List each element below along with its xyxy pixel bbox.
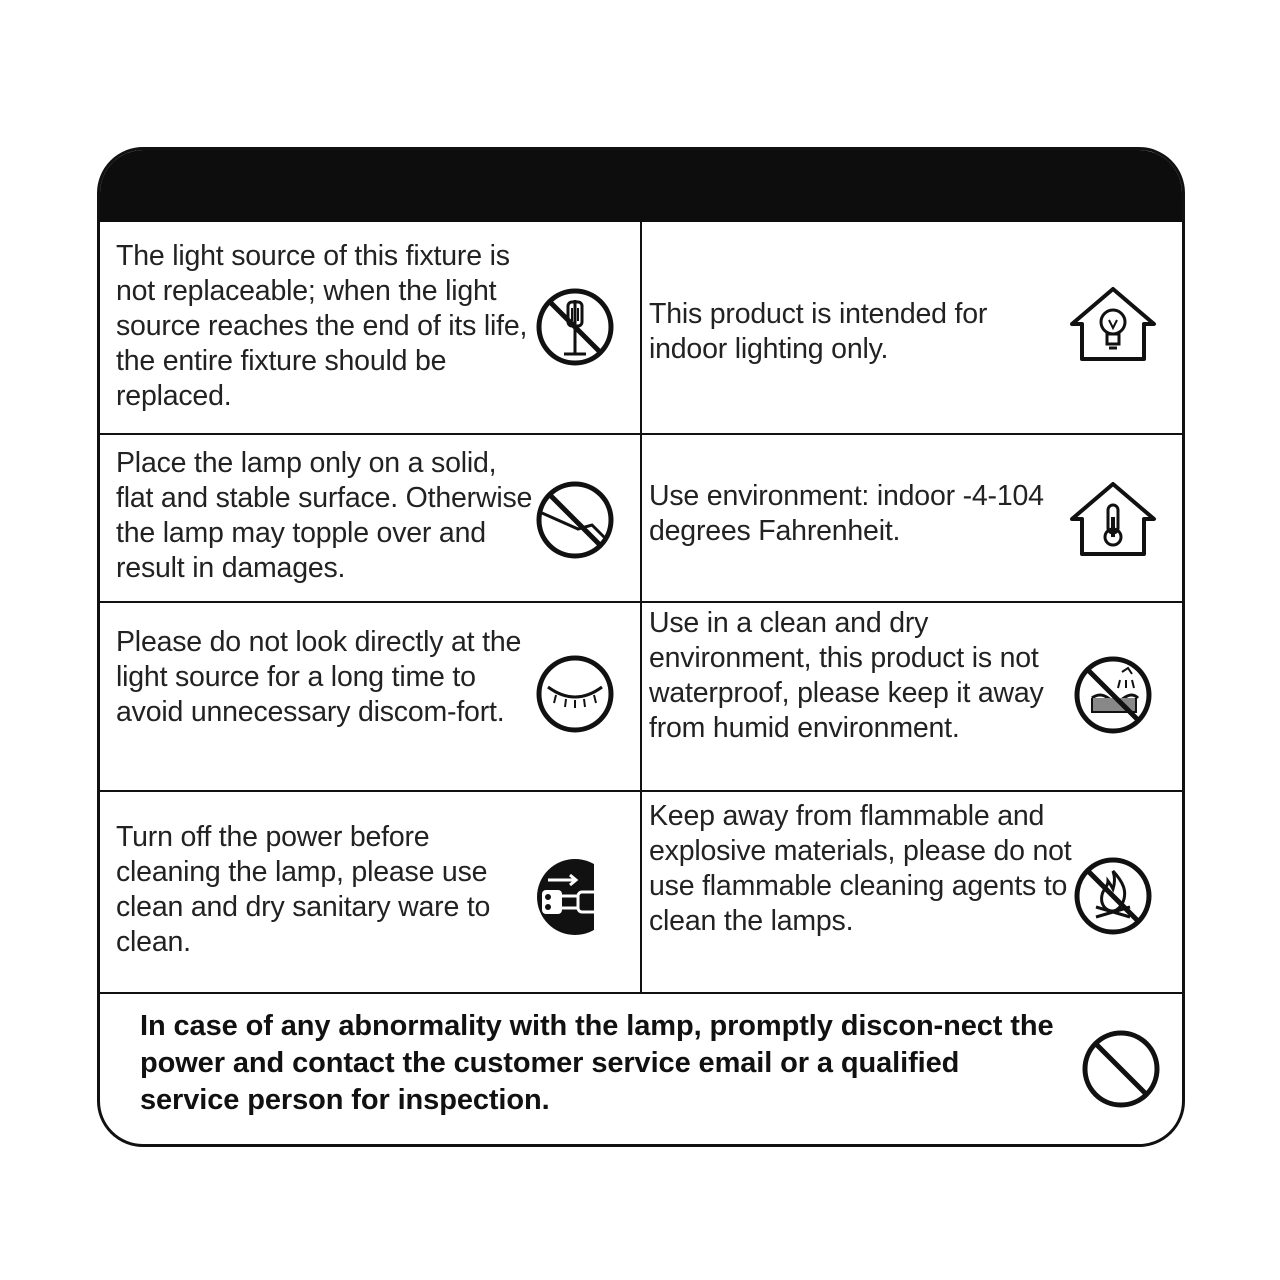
table-cell bbox=[100, 792, 640, 992]
table-cell bbox=[642, 222, 1182, 433]
cell-text: The light source of this fixture is not replaceable; when the light source reaches the end of its life, the entire fixture should be replaced. bbox=[116, 240, 528, 412]
cell-text: Keep away from flammable and explosive materials, please do not use flammable cleaning agents to clean the lamps. bbox=[649, 800, 1072, 937]
row-divider bbox=[100, 992, 1182, 994]
unplug-icon bbox=[534, 856, 616, 938]
table-cell bbox=[100, 222, 640, 433]
table-cell bbox=[100, 603, 640, 790]
table-cell bbox=[642, 603, 1182, 790]
safety-card bbox=[97, 147, 1185, 1147]
no-fire-icon bbox=[1072, 855, 1154, 937]
cell-text: Place the lamp only on a solid, flat and stable surface. Otherwise the lamp may topple over and result in damages. bbox=[116, 447, 533, 584]
house-thermometer-icon bbox=[1068, 479, 1158, 559]
cell-text: Use in a clean and dry environment, this product is not waterproof, please keep it away from humid environment. bbox=[649, 607, 1044, 744]
no-screwdriver-icon bbox=[534, 286, 616, 368]
cell-text: This product is intended for indoor lighting only. bbox=[649, 298, 988, 365]
table-cell bbox=[642, 792, 1182, 992]
cell-text: Use environment: indoor -4-104 degrees Fahrenheit. bbox=[649, 480, 1044, 547]
prohibition-icon bbox=[1080, 1028, 1162, 1110]
table-cell bbox=[642, 435, 1182, 601]
cell-text: Turn off the power before cleaning the lamp, please use clean and dry sanitary ware to clean. bbox=[116, 821, 491, 958]
header-bar bbox=[100, 150, 1182, 222]
cell-text: Please do not look directly at the light source for a long time to avoid unnecessary discom-fort. bbox=[116, 626, 522, 728]
house-bulb-icon bbox=[1068, 284, 1158, 364]
footer-warning-text: In case of any abnormality with the lamp, promptly discon-nect the power and contact the customer service email or a qualified service person for inspection. bbox=[140, 1010, 1054, 1116]
no-water-icon bbox=[1072, 654, 1154, 736]
no-slope-icon bbox=[534, 479, 616, 561]
closed-eye-icon bbox=[534, 653, 616, 735]
table-cell bbox=[100, 435, 640, 601]
